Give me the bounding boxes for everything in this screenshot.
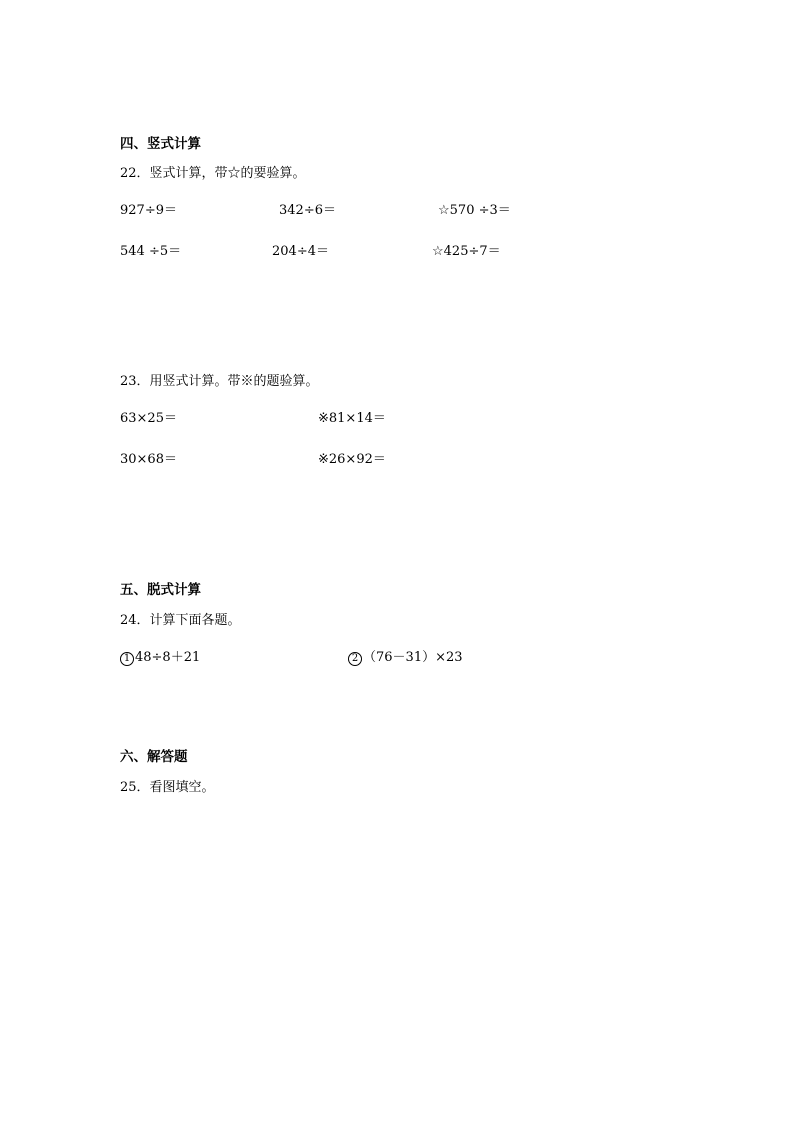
question-23-prompt: 23．用竖式计算。带※的题验算。 — [120, 374, 319, 389]
section-title-six: 六、解答题 — [120, 749, 188, 765]
problem-23-2: ※81×14＝ — [318, 411, 386, 426]
question-24-prompt: 24．计算下面各题。 — [120, 613, 241, 628]
problem-23-3: 30×68＝ — [120, 452, 177, 467]
section-title-five: 五、脱式计算 — [120, 582, 201, 598]
question-22-prompt: 22．竖式计算，带☆的要验算。 — [120, 166, 306, 181]
problem-23-1: 63×25＝ — [120, 411, 177, 426]
section-title-four: 四、竖式计算 — [120, 136, 201, 152]
problem-22-5: 204÷4＝ — [272, 244, 329, 259]
problem-24-1-expression: 48÷8＋21 — [135, 650, 201, 665]
problem-23-4: ※26×92＝ — [318, 452, 386, 467]
problem-24-1 — [120, 650, 200, 666]
question-25-prompt: 25．看图填空。 — [120, 780, 215, 795]
problem-22-2: 342÷6＝ — [279, 203, 336, 218]
problem-24-2-expression: （76－31）×23 — [363, 650, 463, 665]
problem-22-6: ☆425÷7＝ — [432, 244, 501, 259]
circled-number-2: 2 — [348, 652, 362, 666]
circled-number-1: 1 — [120, 652, 134, 666]
problem-22-4: 544 ÷5＝ — [120, 244, 182, 259]
problem-22-3: ☆570 ÷3＝ — [438, 203, 511, 218]
problem-22-1: 927÷9＝ — [120, 203, 177, 218]
problem-24-2 — [348, 650, 463, 666]
